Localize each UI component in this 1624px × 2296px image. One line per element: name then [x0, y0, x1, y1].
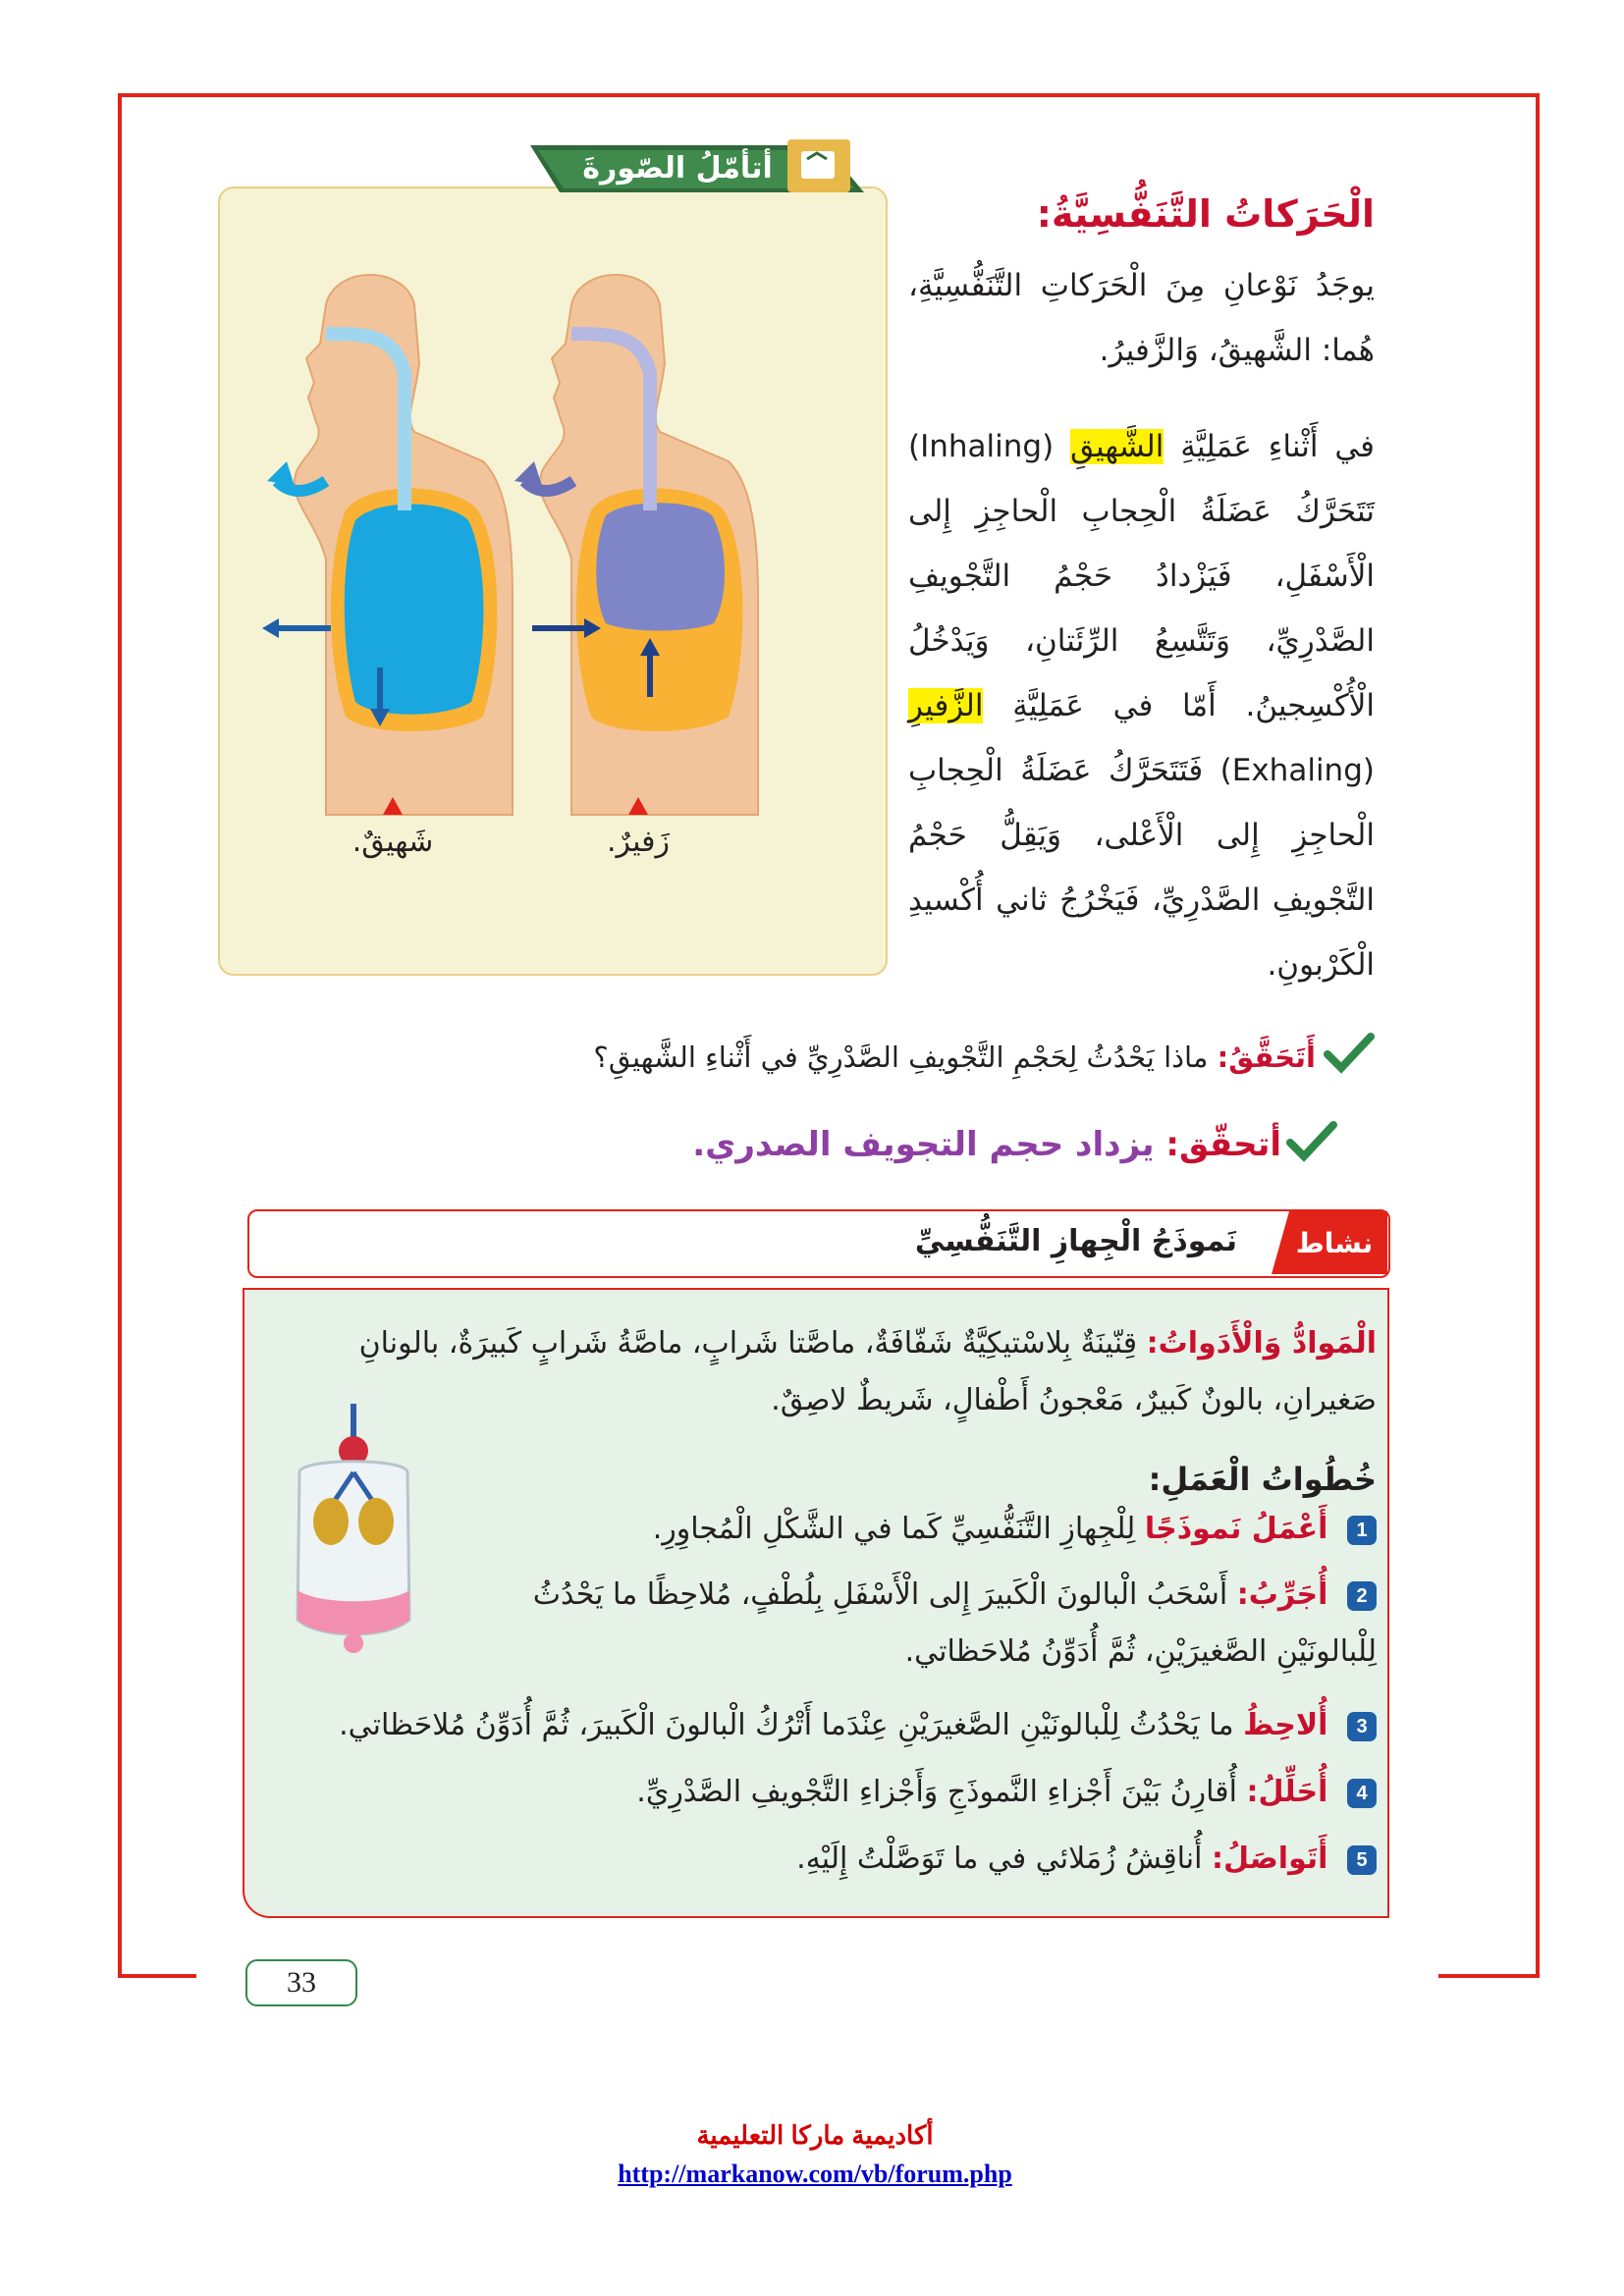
activity-badge [1272, 1209, 1389, 1276]
step-2 [461, 1567, 1377, 1681]
answer-text: يزداد حجم التجويف الصدري. [692, 1125, 1155, 1164]
exhale-term: الزَّفيرِ [908, 688, 984, 723]
intro-paragraph: يوجَدُ نَوْعانِ مِنَ الْحَرَكاتِ التَّنَفُّسِيَّةِ، هُما: الشَّهيقُ، وَالزَّفيرُ. [908, 268, 1375, 368]
step-4 [277, 1775, 1377, 1809]
lung-model-illustration [280, 1404, 427, 1659]
footer-academy: أكاديمية ماركا التعليمية [696, 2120, 934, 2150]
step-number: 4 [1347, 1779, 1377, 1808]
paragraph-middle: (Inhaling) تَتَحَرَّكُ عَضَلَةُ الْحِجابِ الْحاجِزِ إِلى الْأَسْفَلِ، فَيَزْدادُ حَجْمُ التَّجْويفِ الصَّدْرِيِّ، وَتَتَّسِعُ الرِّئَتانِ، وَيَدْخُلُ الْأُكْسِجينُ. أَمّا في عَمَلِيَّةِ [908, 429, 1375, 723]
page-number: 33 [245, 1959, 357, 2006]
step-label: أُلاحِظُ [1243, 1708, 1328, 1742]
materials-text: قِنّينَةٌ بِلاسْتيكِيَّةٌ شَفّافَةٌ، ماصَّتا شَرابٍ، ماصَّةُ شَرابٍ كَبيرَةٌ، بالونانِ صَغيرانِ، بالونٌ كَبيرٌ، مَعْجونُ أَطْفالٍ، شَريطٌ لاصِقٌ. [358, 1326, 1377, 1417]
step-3 [277, 1708, 1377, 1742]
frame-bottom-right [1438, 1974, 1540, 1978]
step-text: أُناقِشُ زُمَلائي في ما تَوَصَّلْتُ إِلَيْهِ. [796, 1842, 1203, 1876]
inhale-term: الشَّهيقِ [1070, 429, 1164, 464]
step-text: ما يَحْدُثُ لِلْبالونَيْنِ الصَّغيرَيْنِ عِنْدَما أَتْرُكُ الْبالونَ الْكَبيرَ، ثُمَّ أُدَوِّنُ مُلاحَظاتي. [339, 1708, 1234, 1742]
step-number: 3 [1347, 1712, 1377, 1741]
step-5 [277, 1842, 1377, 1876]
breathing-illustration [218, 187, 884, 972]
answer-check-icon [1286, 1119, 1337, 1164]
breathing-paragraph [908, 414, 1375, 997]
section-heading: الْحَرَكاتُ التَّنَفُّسِيَّةُ: [1036, 192, 1375, 236]
step-text: لِلْجِهازِ التَّنَفُّسِيِّ كَما في الشَّكْلِ الْمُجاوِرِ. [652, 1512, 1136, 1546]
step-label: أَتَواصَلُ: [1212, 1842, 1328, 1876]
figure-ribbon-label: أتأمّلُ الصّورةَ [582, 151, 773, 186]
check-label: أَتَحَقَّقُ: [1217, 1041, 1316, 1074]
answer-row [687, 1125, 1281, 1164]
step-label: أُجَرِّبُ: [1236, 1577, 1328, 1612]
steps-title: خُطُواتُ الْعَمَلِ: [1148, 1461, 1377, 1498]
footer-link[interactable]: http://markanow.com/vb/forum.php [618, 2160, 1012, 2188]
check-question: ماذا يَحْدُثُ لِحَجْمِ التَّجْويفِ الصَّدْرِيِّ في أَثْناءِ الشَّهيقِ؟ [593, 1041, 1209, 1074]
step-text: أَسْحَبُ الْبالونَ الْكَبيرَ إِلى الْأَسْفَلِ بِلُطْفٍ، مُلاحِظًا ما يَحْدُثُ لِلْبالونَيْنِ الصَّغيرَيْنِ، ثُمَّ أُدَوِّنُ مُلاحَظاتي. [532, 1577, 1377, 1669]
exhale-figure [514, 275, 758, 815]
materials-label: الْمَوادُّ وَالْأَدَواتُ: [1146, 1326, 1377, 1361]
paragraph-start: في أَثْناءِ عَمَلِيَّةِ [1180, 429, 1375, 464]
step-text: أُقارِنُ بَيْنَ أَجْزاءِ النَّموذَجِ وَأَجْزاءِ التَّجْويفِ الصَّدْرِيِّ. [636, 1775, 1237, 1809]
paragraph-end: (Exhaling) فَتَتَحَرَّكُ عَضَلَةُ الْحِجابِ الْحاجِزِ إِلى الْأَعْلى، وَيَقِلُّ حَجْمُ التَّجْويفِ الصَّدْرِيِّ، فَيَخْرُجُ ثاني أُكْسيدِ الْكَرْبونِ. [908, 753, 1375, 983]
step-label: أُحَلِّلُ: [1246, 1775, 1328, 1809]
step-number: 1 [1347, 1516, 1377, 1545]
activity-badge-text: نشاط [1295, 1227, 1374, 1259]
answer-label: أتحقّق: [1165, 1125, 1281, 1164]
frame-bottom-left [118, 1974, 196, 1978]
materials-paragraph [277, 1315, 1377, 1429]
step-1 [461, 1512, 1377, 1546]
step-number: 2 [1347, 1581, 1377, 1611]
check-icon [1324, 1031, 1375, 1076]
caption-exhale: زَفيرٌ. [607, 825, 670, 859]
inhale-figure [262, 275, 513, 815]
step-label: أَعْمَلُ نَموذَجًا [1144, 1512, 1328, 1546]
step-number: 5 [1347, 1845, 1377, 1875]
activity-title: نَموذَجُ الْجِهازِ التَّنَفُّسِيِّ [914, 1224, 1237, 1258]
check-question-row [530, 1041, 1316, 1074]
caption-inhale: شَهيقٌ. [352, 825, 434, 859]
